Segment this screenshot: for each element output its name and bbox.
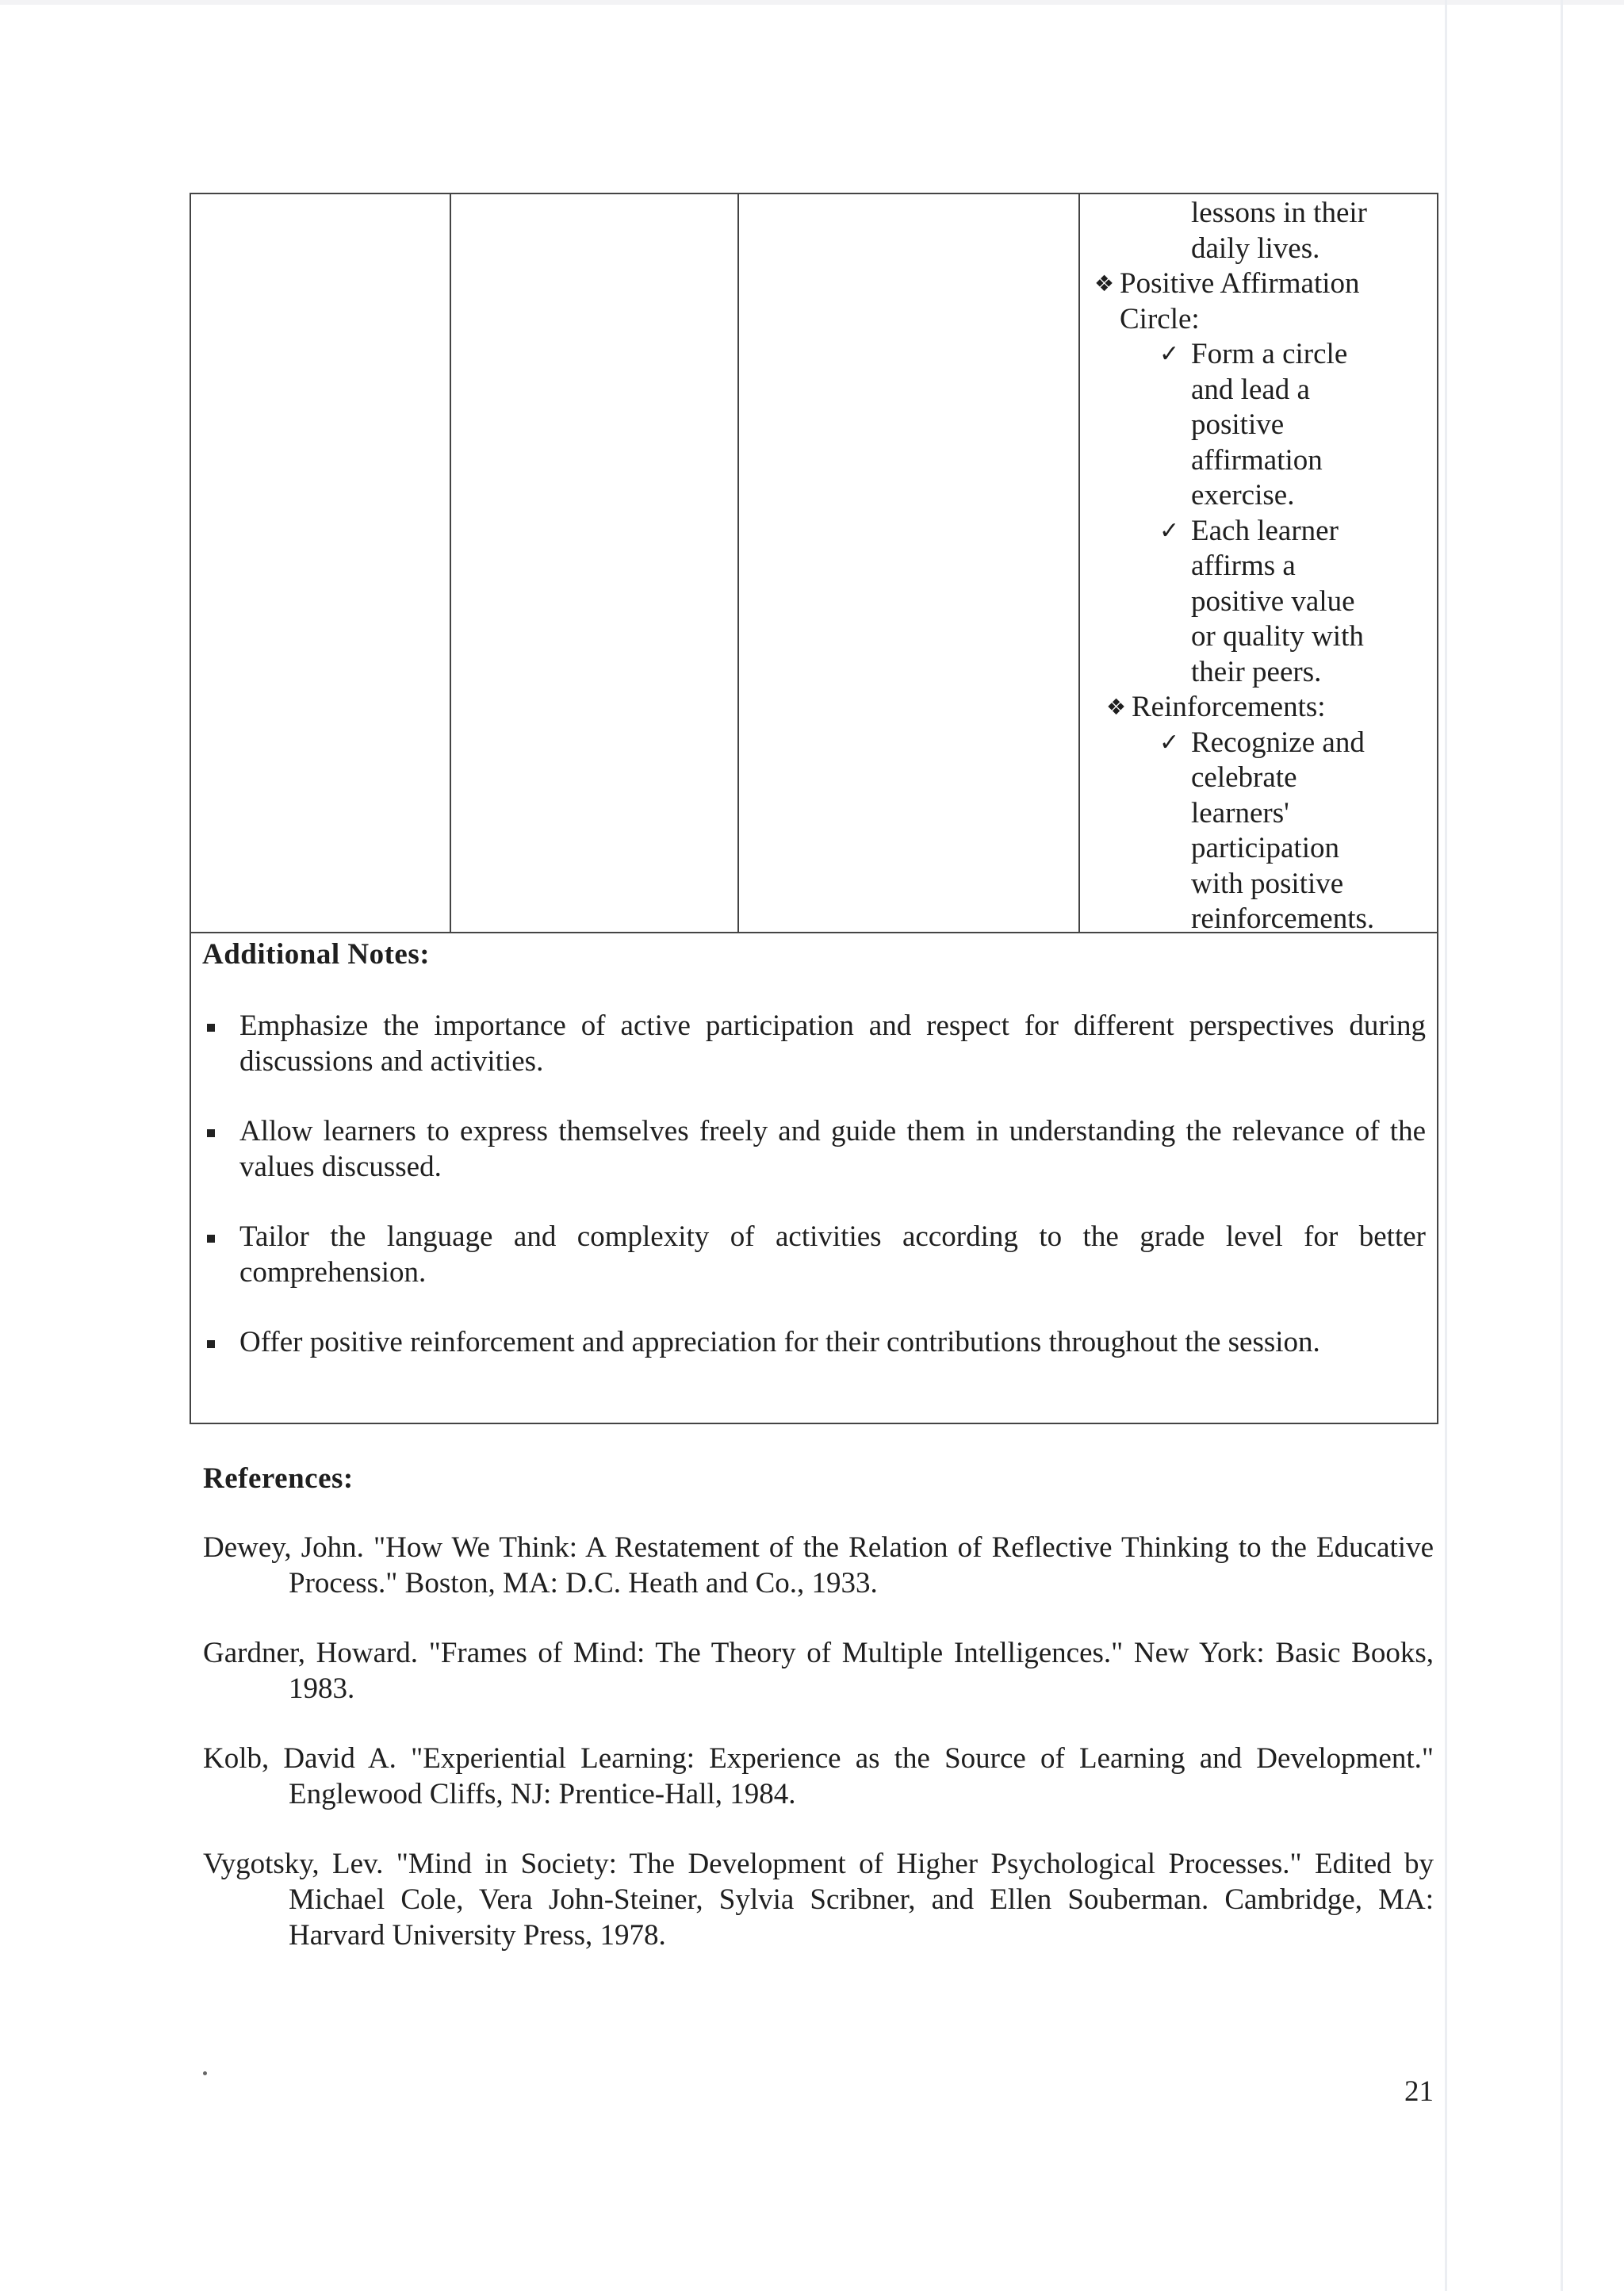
cell-line: learners'	[1191, 796, 1289, 829]
reference-entry: Kolb, David A. "Experiential Learning: Experience as the Source of Learning and Development." Englewood Cliffs, NJ: Prentice-Hall, 1984.	[203, 1742, 1434, 1810]
diamond-bullet-icon: ❖	[1094, 270, 1115, 297]
diamond-bullet-icon: ❖	[1106, 694, 1127, 720]
cell-line: Reinforcements:	[1132, 691, 1326, 723]
cell-line: with positive	[1191, 867, 1344, 900]
cell-line: positive value	[1191, 584, 1355, 618]
scan-edge-line	[1561, 0, 1563, 2291]
bullet-square-icon	[207, 1129, 215, 1137]
cell-line: their peers.	[1191, 655, 1322, 688]
cell-line: Recognize and	[1191, 726, 1365, 759]
bullet-square-icon	[207, 1340, 215, 1348]
checkmark-icon: ✓	[1159, 516, 1180, 545]
cell-line: exercise.	[1191, 479, 1295, 511]
cell-line: and lead a	[1191, 373, 1310, 406]
cell-line: or quality with	[1191, 620, 1364, 653]
cell-line: celebrate	[1191, 761, 1297, 794]
note-item: Emphasize the importance of active participation and respect for different perspectives during discussions and activities.	[239, 1009, 1426, 1078]
additional-notes-section	[190, 932, 1438, 1424]
cell-line: reinforcements.	[1191, 902, 1375, 935]
reference-entry: Gardner, Howard. "Frames of Mind: The Theory of Multiple Intelligences." New York: Basic Books, 1983.	[203, 1637, 1434, 1705]
cell-line: Form a circle	[1191, 338, 1348, 370]
references-heading: References:	[203, 1462, 354, 1495]
lesson-table	[190, 193, 1438, 1424]
note-item: Offer positive reinforcement and appreciation for their contributions throughout the session.	[239, 1326, 1320, 1358]
additional-notes-heading: Additional Notes:	[202, 938, 431, 971]
cell-line: Positive Affirmation	[1120, 267, 1360, 300]
reference-entry: Vygotsky, Lev. "Mind in Society: The Development of Higher Psychological Processes." Edited by Michael Cole, Vera John-Steiner, Sylvia Scribner, and Ellen Souberman. Cambridge, MA: Harvard University Press, 1978.	[203, 1848, 1434, 1952]
activities-cell	[1080, 194, 1437, 935]
cell-line: lessons in their	[1191, 197, 1367, 229]
table-row	[190, 193, 1438, 933]
cell-line: affirmation	[1191, 443, 1323, 477]
note-item: Allow learners to express themselves freely and guide them in understanding the relevance of the values discussed.	[239, 1115, 1426, 1183]
scan-top-edge	[0, 0, 1624, 5]
cell-line: participation	[1191, 832, 1339, 864]
bullet-square-icon	[207, 1024, 215, 1032]
bullet-square-icon	[207, 1235, 215, 1243]
column-divider	[737, 194, 739, 932]
column-divider	[450, 194, 451, 932]
cell-line: affirms a	[1191, 550, 1296, 582]
cell-line: Circle:	[1120, 302, 1200, 335]
cell-line: Each learner	[1191, 514, 1339, 547]
cell-line: daily lives.	[1191, 232, 1320, 265]
reference-entry: Dewey, John. "How We Think: A Restatement of the Relation of Reflective Thinking to the Educative Process." Boston, MA: D.C. Heath and Co., 1933.	[203, 1531, 1434, 1599]
page-number: 21	[1404, 2075, 1434, 2108]
checkmark-icon: ✓	[1159, 340, 1180, 368]
checkmark-icon: ✓	[1159, 728, 1180, 757]
cell-line: positive	[1191, 408, 1285, 441]
note-item: Tailor the language and complexity of activities according to the grade level for better comprehension.	[239, 1220, 1426, 1289]
scan-speck	[203, 2071, 207, 2075]
scan-edge-line	[1445, 0, 1447, 2291]
